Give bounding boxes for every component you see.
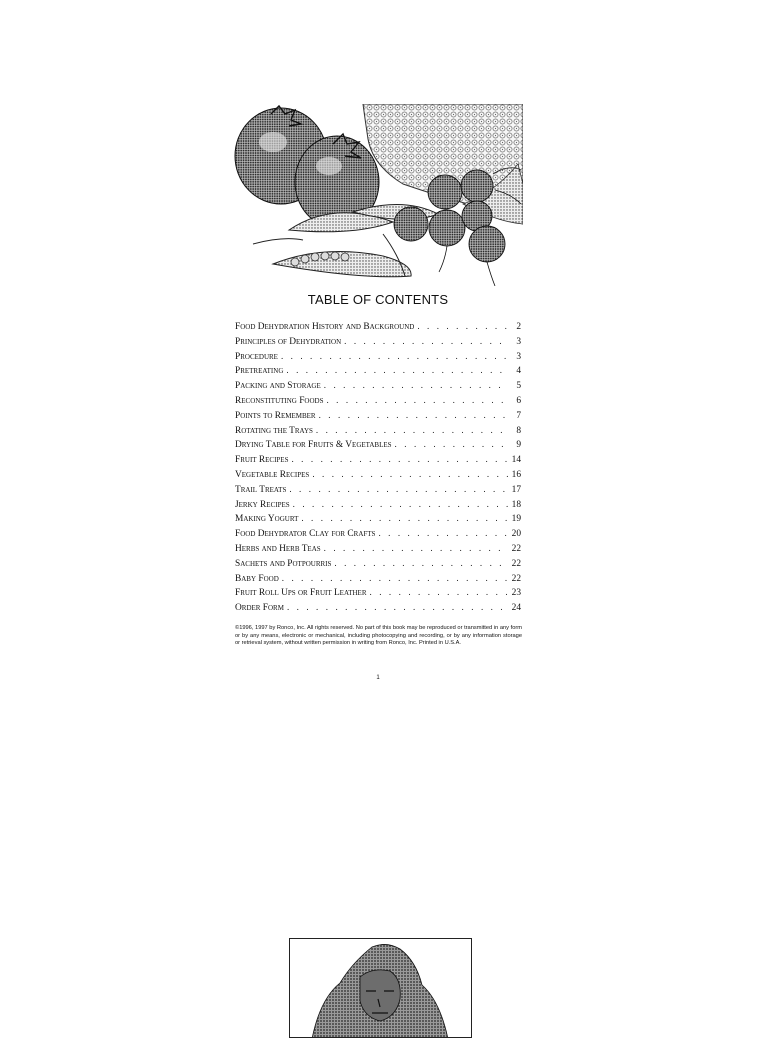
- toc-entry: [235, 497, 521, 512]
- toc-leader-dots: [319, 408, 508, 423]
- toc-entry-page: 8: [516, 425, 521, 436]
- toc-entry-label: Rotating the Trays: [235, 425, 313, 436]
- sphinx-photo: [289, 938, 472, 1038]
- toc-entry: [235, 482, 521, 497]
- toc-leader-dots: [324, 378, 508, 393]
- toc-entry-label: Procedure: [235, 351, 278, 362]
- toc-entry-page: 16: [511, 469, 521, 480]
- toc-entry-label: Reconstituting Foods: [235, 395, 324, 406]
- toc-entry-page: 22: [511, 543, 521, 554]
- toc-entry: [235, 541, 521, 556]
- toc-entry: [235, 511, 521, 526]
- toc-leader-dots: [293, 497, 508, 512]
- toc-entry: [235, 600, 521, 615]
- toc-entry-label: Food Dehydrator Clay for Crafts: [235, 529, 376, 540]
- toc-leader-dots: [326, 393, 508, 408]
- toc-entry-page: 22: [511, 573, 521, 584]
- toc-leader-dots: [301, 511, 508, 526]
- toc-leader-dots: [286, 363, 508, 378]
- toc-entry-page: 5: [516, 381, 521, 392]
- toc-entry-label: Packing and Storage: [235, 381, 321, 392]
- toc-entry-page: 22: [511, 558, 521, 569]
- toc-title: TABLE OF CONTENTS: [307, 292, 449, 307]
- toc-entry-page: 9: [516, 440, 521, 451]
- toc-entry: [235, 437, 521, 452]
- toc-entry-label: Jerky Recipes: [235, 499, 290, 510]
- toc-leader-dots: [334, 556, 508, 571]
- copyright-notice: ©1996, 1997 by Ronco, Inc. All rights reserved. No part of this book may be reproduced or transmitted in any form or by any means, electronic or mechanical, including photocopying and recording, or by any information storage or retrieval system, without written permission in writing from Ronco, Inc. Printed in U.S.A.: [235, 625, 522, 647]
- toc-entry-page: 3: [516, 336, 521, 347]
- toc-leader-dots: [287, 600, 508, 615]
- toc-entry-label: Baby Food: [235, 573, 279, 584]
- toc-entry: [235, 319, 521, 334]
- toc-leader-dots: [344, 334, 508, 349]
- toc-entry-page: 7: [516, 410, 521, 421]
- toc-leader-dots: [316, 423, 508, 438]
- toc-entry-label: Pretreating: [235, 366, 284, 377]
- toc-entry-label: Sachets and Potpourris: [235, 558, 332, 569]
- toc-entry-label: Points to Remember: [235, 410, 316, 421]
- page-number: 1: [376, 675, 380, 681]
- toc-leader-dots: [395, 437, 508, 452]
- toc-entry-label: Principles of Dehydration: [235, 336, 342, 347]
- toc-entry: [235, 571, 521, 586]
- toc-entry-page: 20: [511, 529, 521, 540]
- vegetables-illustration: [233, 104, 523, 286]
- toc-entry-page: 3: [516, 351, 521, 362]
- toc-entry: [235, 334, 521, 349]
- toc-entry: [235, 378, 521, 393]
- toc-entry-label: Trail Treats: [235, 484, 287, 495]
- toc-entry: [235, 526, 521, 541]
- toc-entry: [235, 423, 521, 438]
- toc-entry: [235, 408, 521, 423]
- toc-entry: [235, 349, 521, 364]
- toc-entry: [235, 393, 521, 408]
- toc-entry: [235, 452, 521, 467]
- toc-entry-page: 14: [511, 455, 521, 466]
- toc-entry: [235, 556, 521, 571]
- toc-leader-dots: [312, 467, 508, 482]
- toc-entry-label: Vegetable Recipes: [235, 469, 310, 480]
- toc-entry-page: 19: [511, 514, 521, 525]
- toc-entry-label: Order Form: [235, 603, 284, 614]
- toc-entry-label: Making Yogurt: [235, 514, 299, 525]
- toc-entry-page: 24: [511, 603, 521, 614]
- toc-entry-page: 23: [511, 588, 521, 599]
- toc-leader-dots: [289, 482, 508, 497]
- toc-entry-page: 18: [511, 499, 521, 510]
- toc-entry-label: Herbs and Herb Teas: [235, 543, 321, 554]
- toc-entry-label: Drying Table for Fruits & Vegetables: [235, 440, 392, 451]
- toc-entry-label: Fruit Roll Ups or Fruit Leather: [235, 588, 367, 599]
- toc-entry: [235, 363, 521, 378]
- toc-entry-page: 6: [516, 395, 521, 406]
- toc-leader-dots: [281, 349, 508, 364]
- toc-list: [235, 319, 521, 615]
- toc-entry-page: 4: [516, 366, 521, 377]
- toc-leader-dots: [282, 571, 508, 586]
- toc-entry-label: Fruit Recipes: [235, 455, 289, 466]
- toc-leader-dots: [417, 319, 508, 334]
- toc-leader-dots: [324, 541, 508, 556]
- toc-leader-dots: [378, 526, 508, 541]
- toc-entry: [235, 585, 521, 600]
- toc-entry-label: Food Dehydration History and Background: [235, 322, 415, 332]
- toc-entry: [235, 467, 521, 482]
- toc-entry-page: 17: [511, 484, 521, 495]
- toc-entry-page: 2: [516, 322, 521, 332]
- toc-leader-dots: [370, 585, 508, 600]
- toc-leader-dots: [291, 452, 508, 467]
